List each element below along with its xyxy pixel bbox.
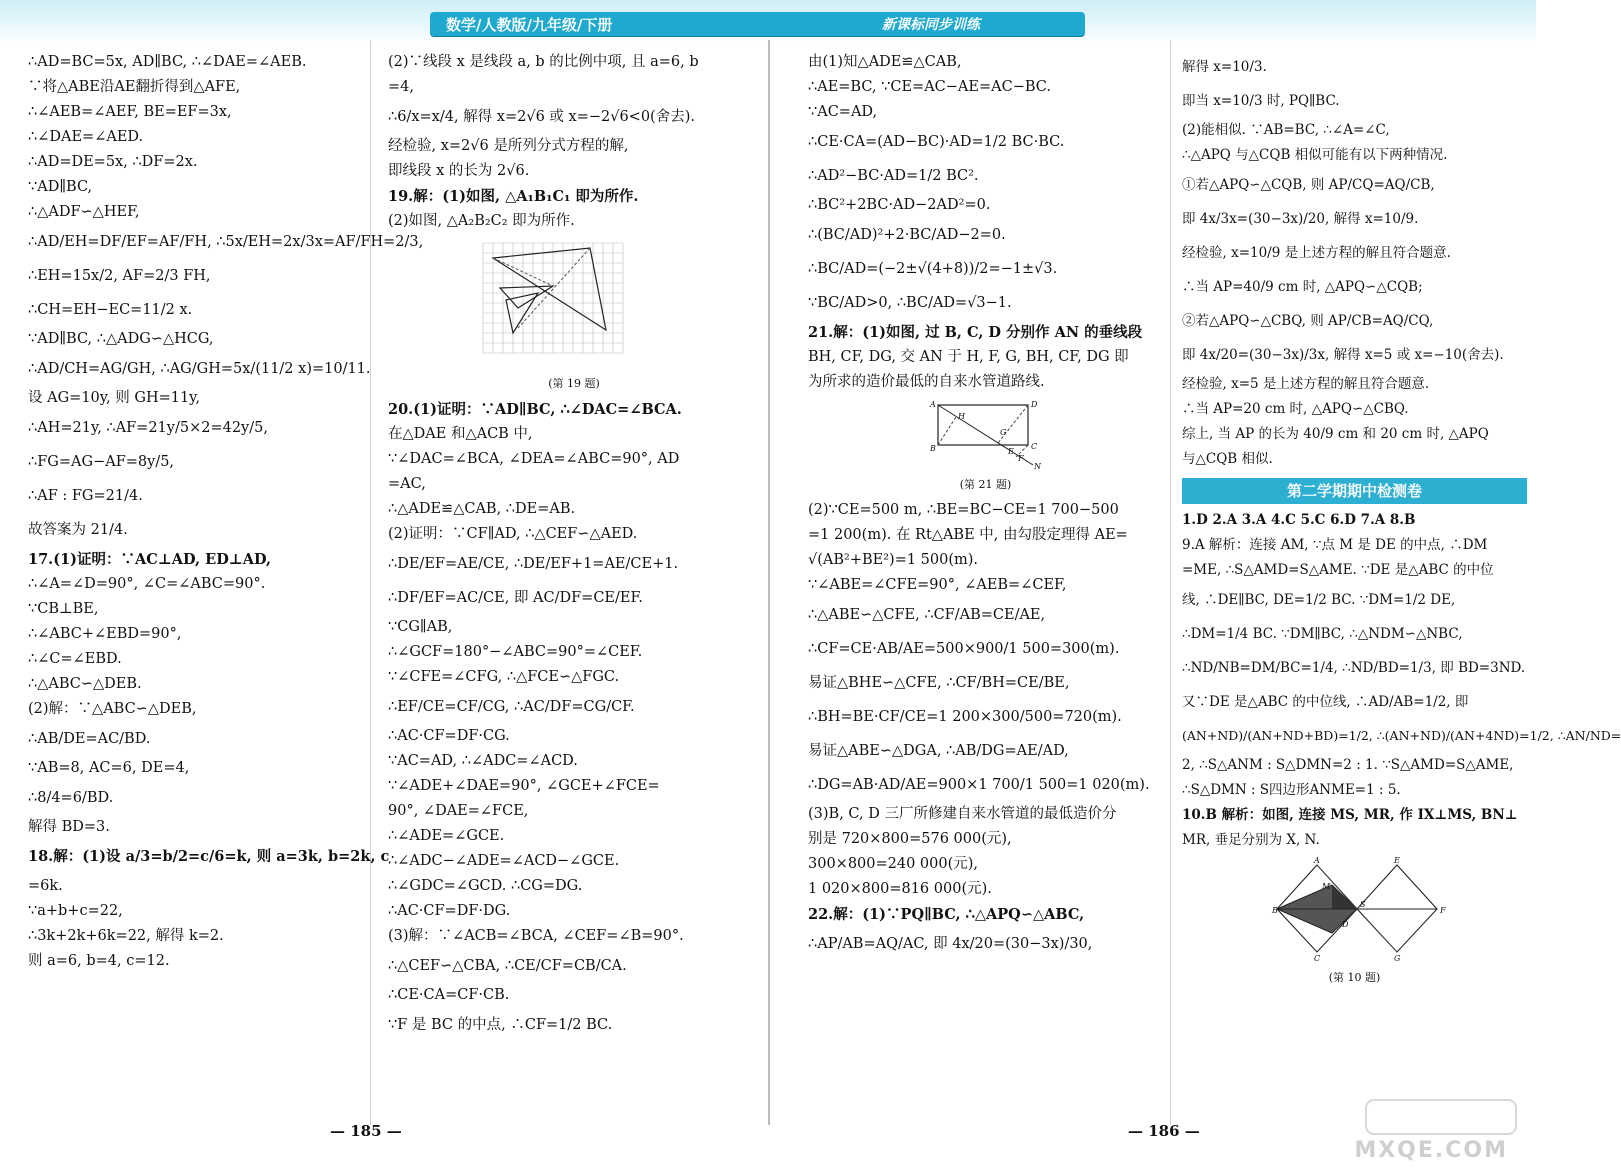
text-line: ∵AC=AD, ∴∠ADC=∠ACD. xyxy=(388,753,578,769)
figure-19 xyxy=(388,238,760,391)
answer-key: 1.D 2.A 3.A 4.C 5.C 6.D 7.A 8.B xyxy=(1182,512,1416,528)
text-line: ∴FG=AG−AF=8y/5, xyxy=(28,454,175,470)
text-line: ∴S△DMN : S四边形ANME=1 : 5. xyxy=(1182,782,1401,798)
text-line: ∴BH=BE·CF/CE=1 200×300/500=720(m). xyxy=(808,709,1122,725)
text-line: 2, ∴S△ANM : S△DMN=2 : 1. ∵S△AMD=S△AME, xyxy=(1182,757,1514,773)
watermark-text: MXQE.COM xyxy=(1354,1138,1508,1163)
text-line: ∴AE=BC, ∵CE=AC−AE=AC−BC. xyxy=(808,79,1051,95)
svg-text:D: D xyxy=(1031,400,1038,409)
text-line: =1 200(m). 在 Rt△ABE 中, 由勾股定理得 AE= xyxy=(808,527,1128,543)
text-line: ∴AC·CF=DF·DG. xyxy=(388,903,511,919)
text-line: 设 AG=10y, 则 GH=11y, xyxy=(28,390,201,406)
text-line: ∴∠A=∠D=90°, ∠C=∠ABC=90°. xyxy=(28,576,266,592)
text-line: ∴AD²−BC·AD=1/2 BC². xyxy=(808,168,979,184)
text-line: ∴CE·CA=(AD−BC)·AD=1/2 BC·BC. xyxy=(808,134,1065,150)
text-line: ∴∠ABC+∠EBD=90°, xyxy=(28,626,182,642)
text-line: ∴AP/AB=AQ/AC, 即 4x/20=(30−3x)/30, xyxy=(808,936,1093,952)
text-line: ∵∠ADE+∠DAE=90°, ∠GCE+∠FCE= xyxy=(388,778,660,794)
svg-text:B: B xyxy=(930,444,936,453)
svg-text:F: F xyxy=(1440,906,1446,915)
text-line: 即线段 x 的长为 2√6. xyxy=(388,163,530,179)
figure-caption: (第 21 题) xyxy=(959,478,1012,491)
text-line: 9.A 解析：连接 AM, ∵点 M 是 DE 的中点, ∴DM xyxy=(1182,537,1488,553)
text-line: 易证△ABE∽△DGA, ∴AB/DG=AE/AD, xyxy=(808,743,1069,759)
text-line: ∵∠CFE=∠CFG, ∴△FCE∽△FGC. xyxy=(388,669,620,685)
text-line: ∴EH=15x/2, AF=2/3 FH, xyxy=(28,268,211,284)
question-22: 22.解：(1)∵PQ∥BC, ∴△APQ∽△ABC, xyxy=(808,906,1085,923)
text-line: =ME, ∴S△AMD=S△AME. ∵DE 是△ABC 的中位 xyxy=(1182,562,1494,578)
text-line: ∵∠ABE=∠CFE=90°, ∠AEB=∠CEF, xyxy=(808,577,1067,593)
text-line: ∴AD/EH=DF/EF=AF/FH, ∴5x/EH=2x/3x=AF/FH=2/3, xyxy=(28,234,424,250)
text-line: ∴CF=CE·AB/AE=500×900/1 500=300(m). xyxy=(808,641,1120,657)
svg-text:C: C xyxy=(1314,954,1321,963)
svg-text:D: D xyxy=(1342,920,1349,929)
text-line: (3)B, C, D 三厂所修建自来水管道的最低造价分 xyxy=(808,806,1117,822)
text-line: ∴AD=DE=5x, ∴DF=2x. xyxy=(28,154,198,170)
text-line: ∴8/4=6/BD. xyxy=(28,790,114,806)
page-number-left: — 185 — xyxy=(330,1122,402,1140)
text-line: ∴△ADF∽△HEF, xyxy=(28,204,140,220)
text-line: 90°, ∠DAE=∠FCE, xyxy=(388,803,529,819)
text-line: ∴△CEF∽△CBA, ∴CE/CF=CB/CA. xyxy=(388,958,627,974)
svg-text:A: A xyxy=(930,400,936,409)
text-line: =AC, xyxy=(388,476,426,492)
header-subject: 数学/人教版/九年级/下册 xyxy=(446,16,613,34)
square-figure xyxy=(1272,857,1452,962)
text-line: 别是 720×800=576 000(元), xyxy=(808,831,1012,847)
text-line: ∴AF : FG=21/4. xyxy=(28,488,143,504)
text-line: ∴AD=BC=5x, AD∥BC, ∴∠DAE=∠AEB. xyxy=(28,54,307,70)
text-line: 即当 x=10/3 时, PQ∥BC. xyxy=(1182,93,1340,109)
text-line: =6k. xyxy=(28,878,63,894)
text-line: 在△DAE 和△ACB 中, xyxy=(388,426,533,442)
text-line: ∵AB=8, AC=6, DE=4, xyxy=(28,760,190,776)
text-line: 综上, 当 AP 的长为 40/9 cm 和 20 cm 时, △APQ xyxy=(1182,426,1489,442)
text-line: ∵将△ABE沿AE翻折得到△AFE, xyxy=(28,79,241,95)
text-line: 即 4x/3x=(30−3x)/20, 解得 x=10/9. xyxy=(1182,211,1419,227)
text-line: ②若△APQ∽△CBQ, 则 AP/CB=AQ/CQ, xyxy=(1182,313,1434,329)
text-line: ∴6/x=x/4, 解得 x=2√6 或 x=−2√6<0(舍去). xyxy=(388,109,695,125)
text-line: ①若△APQ∽△CQB, 则 AP/CQ=AQ/CB, xyxy=(1182,177,1435,193)
svg-text:G: G xyxy=(1394,954,1401,963)
text-line: ∴∠AEB=∠AEF, BE=EF=3x, xyxy=(28,104,232,120)
text-line: 经检验, x=5 是上述方程的解且符合题意. xyxy=(1182,376,1430,392)
question-17: 17.(1)证明：∵AC⊥AD, ED⊥AD, xyxy=(28,551,272,568)
column-3 xyxy=(808,50,1163,961)
text-line: ∴DM=1/4 BC. ∵DM∥BC, ∴△NDM∽△NBC, xyxy=(1182,626,1463,642)
text-line: (AN+ND)/(AN+ND+BD)=1/2, ∴(AN+ND)/(AN+4ND)=1/2, ∴AN/ND= xyxy=(1182,728,1621,743)
figure-10 xyxy=(1182,857,1527,985)
text-line: MR, 垂足分别为 X, N. xyxy=(1182,832,1320,848)
text-line: ∴AH=21y, ∴AF=21y/5×2=42y/5, xyxy=(28,420,268,436)
column-divider xyxy=(370,40,371,1125)
page-divider xyxy=(768,40,770,1125)
text-line: ∵AC=AD, xyxy=(808,104,878,120)
text-line: ∴DE/EF=AE/CE, ∴DE/EF+1=AE/CE+1. xyxy=(388,556,679,572)
text-line: ∵F 是 BC 的中点, ∴CF=1/2 BC. xyxy=(388,1017,613,1033)
text-line: ∴∠ADC−∠ADE=∠ACD−∠GCE. xyxy=(388,853,620,869)
column-4 xyxy=(1182,50,1621,991)
header-series: 新课标同步训练 xyxy=(882,17,980,33)
text-line: ∴ND/NB=DM/BC=1/4, ∴ND/BD=1/3, 即 BD=3ND. xyxy=(1182,660,1526,676)
text-line: 又∵DE 是△ABC 的中位线, ∴AD/AB=1/2, 即 xyxy=(1182,694,1469,710)
text-line: ∴3k+2k+6k=22, 解得 k=2. xyxy=(28,928,224,944)
column-divider xyxy=(1170,40,1171,1125)
text-line: ∵CB⊥BE, xyxy=(28,601,99,617)
grid-figure xyxy=(478,238,628,368)
text-line: ∴AB/DE=AC/BD. xyxy=(28,731,151,747)
question-21: 21.解：(1)如图, 过 B, C, D 分别作 AN 的垂线段 xyxy=(808,324,1143,341)
text-line: 为所求的造价最低的自来水管道路线. xyxy=(808,374,1045,390)
text-line: (3)解：∵∠ACB=∠BCA, ∠CEF=∠B=90°. xyxy=(388,928,684,944)
text-line: ∵a+b+c=22, xyxy=(28,903,123,919)
page-number-right: — 186 — xyxy=(1128,1122,1200,1140)
text-line: 300×800=240 000(元), xyxy=(808,856,979,872)
text-line: ∴BC/AD=(−2±√(4+8))/2=−1±√3. xyxy=(808,261,1058,277)
question-10: 10.B 解析：如图, 连接 MS, MR, 作 IX⊥MS, BN⊥ xyxy=(1182,807,1518,823)
question-19: 19.解：(1)如图, △A₁B₁C₁ 即为所作. xyxy=(388,188,639,205)
text-line: 经检验, x=2√6 是所列分式方程的解, xyxy=(388,138,629,154)
text-line: ∴△APQ 与△CQB 相似可能有以下两种情况. xyxy=(1182,147,1448,163)
text-line: ∴∠DAE=∠AED. xyxy=(28,129,144,145)
text-line: 由(1)知△ADE≌△CAB, xyxy=(808,54,962,70)
svg-text:E: E xyxy=(1008,447,1014,456)
text-line: ∵CG∥AB, xyxy=(388,619,453,635)
text-line: ∴当 AP=20 cm 时, △APQ∽△CBQ. xyxy=(1182,401,1409,417)
text-line: 即 4x/20=(30−3x)/3x, 解得 x=5 或 x=−10(舍去). xyxy=(1182,347,1504,363)
text-line: (2)证明：∵CF∥AD, ∴△CEF∽△AED. xyxy=(388,526,638,542)
text-line: 解得 x=10/3. xyxy=(1182,59,1267,75)
text-line: 解得 BD=3. xyxy=(28,819,110,835)
text-line: ∴(BC/AD)²+2·BC/AD−2=0. xyxy=(808,227,1006,243)
text-line: (2)能相似. ∵AB=BC, ∴∠A=∠C, xyxy=(1182,122,1390,138)
text-line: ∴∠GDC=∠GCD. ∴CG=DG. xyxy=(388,878,583,894)
svg-text:B: B xyxy=(1272,906,1278,915)
text-line: 1 020×800=816 000(元). xyxy=(808,881,992,897)
text-line: ∴△ABC∽△DEB. xyxy=(28,676,142,692)
svg-text:G: G xyxy=(1000,428,1007,437)
text-line: ∵AD∥BC, ∴△ADG∽△HCG, xyxy=(28,331,214,347)
text-line: ∴CE·CA=CF·CB. xyxy=(388,987,510,1003)
text-line: ∴EF/CE=CF/CG, ∴AC/DF=CG/CF. xyxy=(388,699,635,715)
text-line: ∴△ADE≌△CAB, ∴DE=AB. xyxy=(388,501,576,517)
text-line: ∴∠C=∠EBD. xyxy=(28,651,122,667)
text-line: ∴DG=AB·AD/AE=900×1 700/1 500=1 020(m). xyxy=(808,777,1150,793)
text-line: ∵∠DAC=∠BCA, ∠DEA=∠ABC=90°, AD xyxy=(388,451,680,467)
svg-text:M: M xyxy=(1322,882,1331,891)
text-line: ∴CH=EH−EC=11/2 x. xyxy=(28,302,193,318)
text-line: (2)∵CE=500 m, ∴BE=BC−CE=1 700−500 xyxy=(808,502,1119,518)
svg-text:N: N xyxy=(1034,462,1041,471)
text-line: ∴∠GCF=180°−∠ABC=90°=∠CEF. xyxy=(388,644,643,660)
column-2 xyxy=(388,50,760,1042)
question-18: 18.解：(1)设 a/3=b/2=c/6=k, 则 a=3k, b=2k, c xyxy=(28,848,390,865)
text-line: 经检验, x=10/9 是上述方程的解且符合题意. xyxy=(1182,245,1451,261)
svg-text:E: E xyxy=(1394,856,1400,865)
svg-text:S: S xyxy=(1360,900,1366,909)
svg-text:A: A xyxy=(1314,856,1320,865)
text-line: 易证△BHE∽△CFE, ∴CF/BH=CE/BE, xyxy=(808,675,1070,691)
text-line: ∴△ABE∽△CFE, ∴CF/AB=CE/AE, xyxy=(808,607,1046,623)
text-line: (2)解：∵△ABC∽△DEB, xyxy=(28,701,197,717)
svg-text:C: C xyxy=(1031,442,1038,451)
text-line: ∴DF/EF=AC/CE, 即 AC/DF=CE/EF. xyxy=(388,590,643,606)
svg-text:H: H xyxy=(958,412,965,421)
figure-caption: (第 10 题) xyxy=(1328,971,1381,984)
text-line: 线, ∴DE∥BC, DE=1/2 BC. ∵DM=1/2 DE, xyxy=(1182,592,1456,608)
question-20: 20.(1)证明：∵AD∥BC, ∴∠DAC=∠BCA. xyxy=(388,401,682,418)
svg-text:F: F xyxy=(1018,454,1024,463)
text-line: (2)∵线段 x 是线段 a, b 的比例中项, 且 a=6, b xyxy=(388,54,699,70)
text-line: √(AB²+BE²)=1 500(m). xyxy=(808,552,979,568)
rectangle-figure xyxy=(928,399,1048,469)
text-line: BH, CF, DG, 交 AN 于 H, F, G, BH, CF, DG 即 xyxy=(808,349,1129,365)
text-line: ∵AD∥BC, xyxy=(28,179,93,195)
section-heading: 第二学期期中检测卷 xyxy=(1182,478,1527,504)
text-line: ∴∠ADE=∠GCE. xyxy=(388,828,505,844)
text-line: 与△CQB 相似. xyxy=(1182,451,1273,467)
text-line: ∴AD/CH=AG/GH, ∴AG/GH=5x/(11/2 x)=10/11. xyxy=(28,361,371,377)
text-line: =4, xyxy=(388,79,414,95)
figure-caption: (第 19 题) xyxy=(548,377,600,390)
text-line: 则 a=6, b=4, c=12. xyxy=(28,953,170,969)
text-line: ∴BC²+2BC·AD−2AD²=0. xyxy=(808,197,991,213)
text-line: ∴AC·CF=DF·CG. xyxy=(388,728,510,744)
text-line: ∴当 AP=40/9 cm 时, △APQ∽△CQB; xyxy=(1182,279,1423,295)
text-line: 故答案为 21/4. xyxy=(28,522,128,538)
figure-21 xyxy=(808,399,1163,492)
text-line: ∵BC/AD>0, ∴BC/AD=√3−1. xyxy=(808,295,1012,311)
text-line: (2)如图, △A₂B₂C₂ 即为所作. xyxy=(388,213,575,229)
